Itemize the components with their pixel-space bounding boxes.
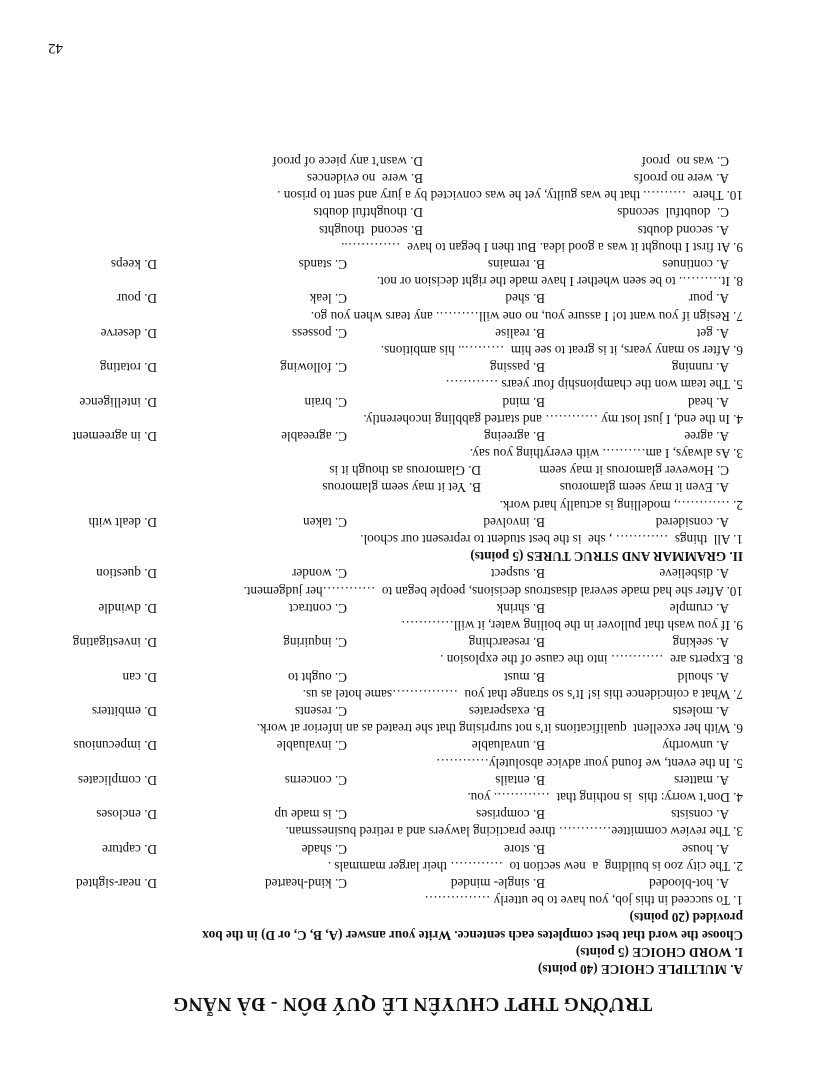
option-b: B. remains [487,256,545,272]
question-text: 8. It………. to be seen whether I have made the right decision or not. [376,274,743,290]
question [63,737,743,771]
question-text: 2. The city zoo is building a new section to ………… their larger mammals . [327,858,743,874]
option-c: C. However glamorous it may seem [539,463,729,479]
options [63,325,743,342]
question-text: 10. There ………. that he was guilty, yet he was convicted by a jury and sent to prison . [277,188,743,204]
options [63,806,743,823]
option-b: B. shed [505,291,545,307]
question-text: 3. As always, I am………. with everything you say. [469,446,743,462]
option-d: D. in agreement [72,428,157,444]
option-b: B. single- minded [450,875,545,891]
question-text: 7. Resign if you want to! I assure you, no one will………. any tears when you go. [310,308,743,324]
option-b: B. unvaluable [471,738,545,754]
question [63,204,743,256]
option-c: C. invaluable [276,738,347,754]
option-b: B. shrink [496,600,545,616]
option-d: D. investigating [72,635,157,651]
option-a: A. seeking [672,635,729,651]
school-title: TRƯỜNG THPT CHUYÊN LÊ QUÝ ĐÔN - ĐÀ NẴNG [172,993,653,1014]
option-b: B. Yet it may seem glamorous [322,480,481,496]
option-d: D. intelligence [79,394,157,410]
option-a: A. running [671,360,729,376]
option-c: C. is made up [274,807,347,823]
options [63,703,743,720]
question [63,772,743,806]
option-a: A. should [677,669,729,685]
question-text: 1. To succeed in this job, you have to be utterly …………… [424,893,743,909]
option-a: A. get [696,325,729,341]
part1-question-list [63,565,743,909]
option-a: A. house [682,841,729,857]
option-c: C. wonder [292,566,347,582]
options-row [63,479,743,496]
question-text: 8. Experts are ………… into the cause of the explosion . [440,652,743,668]
option-c: C. contract [289,600,347,616]
option-b: B. were no evidences [306,170,423,186]
option-d: D. impecunious [73,738,157,754]
question-text: 6. With her excellent qualifications it’s not surprising that she treated as an inferior at work. [256,721,743,737]
option-d: D. Glamorous as though it is [329,463,481,479]
question-text: 10. After she had made several disastrous decisions, people began to …………her judgement. [243,583,743,599]
option-c: C. taken [303,514,347,530]
option-d: D. embitters [91,704,157,720]
option-d: D. wasn’t any piece of proof [272,153,423,169]
option-c: C. ought to [288,669,347,685]
question [63,393,743,427]
options [63,840,743,857]
options [63,634,743,651]
question [63,153,743,205]
options [63,393,743,410]
option-c: C. shade [301,841,347,857]
page-number: 42 [48,40,63,56]
question [63,325,743,359]
option-a: A. head [687,394,729,410]
question [63,634,743,668]
question-text: 6. After so many years, it is great to see him ……….. his ambitions. [380,342,743,358]
option-b: B. realise [495,325,545,341]
option-d: D. can [122,669,157,685]
option-b: B. passing [490,360,545,376]
question [63,290,743,324]
options-row [63,462,743,479]
option-d: D. complicates [77,772,157,788]
option-b: B. exasperates [468,704,545,720]
option-c: C. doubtful seconds [617,205,729,221]
option-b: B. involved [483,514,545,530]
options [63,290,743,307]
question [63,668,743,702]
options [63,600,743,617]
question [63,875,743,909]
option-c: C. kind-hearted [264,875,347,891]
options-row [63,170,743,187]
exam-content [63,153,743,978]
option-c: C. following [280,360,347,376]
question-text: 3. The review committee………… three practicing lawyers and a retired businessman. [285,824,743,840]
question-text: 7. What a coincidence this is! It’s so strange that you ……………same hotel as us. [302,686,743,702]
option-c: C. brain [304,394,347,410]
option-a: A. considered [655,514,729,530]
options [63,668,743,685]
option-d: D. deserve [100,325,157,341]
option-a: A. matters [674,772,729,788]
part1-heading: I. WORD CHOICE (5 points) [575,944,743,960]
options [63,256,743,273]
question-text: 2. …………, modelling is actually hard work. [499,497,743,513]
options [63,772,743,789]
part2-question-list [63,256,743,462]
option-d: D. near-sighted [75,875,157,891]
option-c: C. possess [292,325,347,341]
part1-instruction-cont: provided (20 points) [629,910,743,926]
options [63,875,743,892]
option-a: A. pour [688,291,729,307]
option-a: A. unworthy [662,738,729,754]
question-text: 9. If you wash that pullover in the boiling water, it will………… [401,618,743,634]
option-b: B. agreeing [484,428,545,444]
option-b: B. suspect [490,566,545,582]
option-d: D. question [96,566,157,582]
option-a: A. agree [684,428,729,444]
option-b: B. mind [502,394,545,410]
option-a: A. molests [672,704,729,720]
question-text: 4. Don’t worry: this is nothing that …………. you. [467,790,743,806]
option-a: A. consists [671,807,729,823]
question-text: 1. All things ………… , she is the best student to represent our school. [360,532,743,548]
question-text: 4. In the end, I just lost my ………… and started gabbling incoherently. [363,411,743,427]
options [63,428,743,445]
options-row [63,153,743,170]
option-a: A. disbelieve [659,566,729,582]
option-b: B. comprises [476,807,545,823]
option-d: D. dwindle [98,600,157,616]
question [63,514,743,548]
question-text: 5. The team won the championship four years ………… [445,377,743,393]
option-d: D. rotating [99,360,157,376]
option-a: A. Even it may seem glamorous [559,480,729,496]
option-a: A. crumple [669,600,729,616]
option-d: D. capture [102,841,157,857]
option-b: B. must [503,669,545,685]
options-row [63,221,743,238]
question [63,256,743,290]
option-c: C. agreeable [281,428,347,444]
question [63,840,743,874]
options-row [63,204,743,221]
option-c: C. was no proof [641,153,729,169]
option-d: D. keeps [110,256,157,272]
question [63,806,743,840]
option-b: B. store [503,841,545,857]
option-c: C. concerns [284,772,347,788]
question [63,462,743,514]
option-a: A. were no proofs [633,170,729,186]
option-d: D. pour [116,291,157,307]
options [63,565,743,582]
option-a: A. second doubts [637,222,729,238]
option-d: D. dealt with [88,514,157,530]
question [63,600,743,634]
option-c: C. stands [298,256,347,272]
option-c: C. resents [294,704,347,720]
options [63,737,743,754]
option-a: A. hot-blooded [649,875,729,891]
options [63,514,743,531]
question [63,359,743,393]
question [63,703,743,737]
option-c: C. leak [309,291,347,307]
part2-heading: II. GRAMMAR AND STRUC TURES (5 points) [470,549,743,565]
question [63,565,743,599]
option-a: A. continues [662,256,729,272]
option-c: C. inquiring [283,635,347,651]
part1-instruction: Choose the word that best completes each sentence. Write your answer (A, B, C, or D) in the box [202,927,743,943]
question [63,428,743,462]
section-a-heading: A. MULTIPLE CHOICE (40 points) [537,962,743,977]
question-text: 5. In the event, we found your advice absolutely………… [436,755,743,771]
option-d: D. thoughtful doubts [313,205,423,221]
option-d: D. encloses [96,807,157,823]
option-b: B. researching [468,635,545,651]
options [63,359,743,376]
option-b: B. second thoughts [318,222,423,238]
option-b: B. entails [495,772,545,788]
question-text: 9. At first I thought it was a good idea. But then I began to have ………….. [341,239,743,255]
